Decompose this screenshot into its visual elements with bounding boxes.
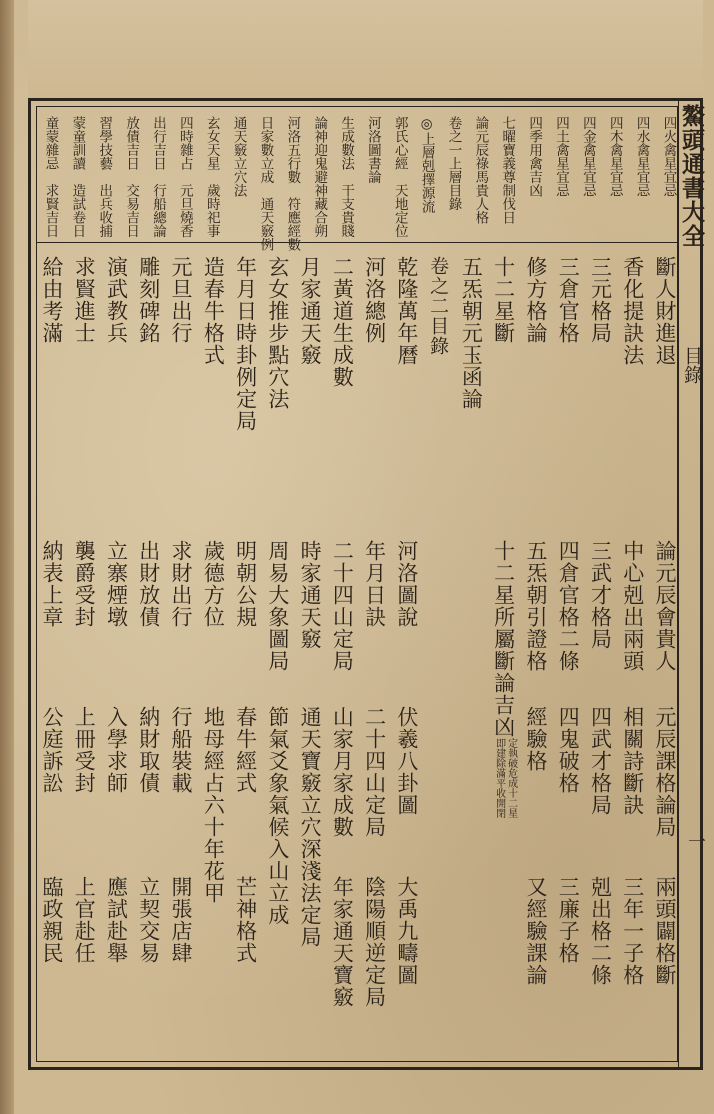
lower-entry: 三武才格局 — [588, 540, 613, 650]
register-divider — [36, 242, 678, 243]
lower-entry: 論元辰會貴人 — [653, 540, 677, 672]
lower-entry: 又經驗課論 — [523, 876, 548, 986]
upper-entry: 玄女天星 歲時祀事 — [203, 116, 220, 238]
lower-entry: 年月日訣 — [362, 540, 387, 628]
inner-border — [36, 106, 678, 1062]
lower-entry: 修方格論 — [523, 256, 548, 344]
lower-entry: 乾隆萬年曆 — [394, 256, 419, 366]
lower-entry: 周易大象圖局 — [265, 540, 290, 672]
upper-entry: 蒙童訓讀 造試卷日 — [69, 116, 86, 238]
lower-entry: 公庭訴訟 — [40, 706, 64, 794]
lower-entry: 地母經占六十年花甲 — [201, 706, 226, 904]
lower-entry: 十二星斷 — [491, 256, 516, 344]
lower-entry: 襲爵受封 — [72, 540, 97, 628]
lower-entry: 臨政親民 — [40, 876, 64, 964]
upper-entry: 四金禽星宜忌 — [579, 116, 596, 197]
lower-entry: 春牛經式 — [233, 706, 258, 794]
lower-entry: 山家月家成數 — [330, 706, 355, 838]
lower-entry: 求財出行 — [169, 540, 194, 628]
upper-entry: 日家數立成 通天竅例 — [257, 116, 274, 251]
lower-entry: 十二星所屬斷論吉凶 — [491, 540, 516, 738]
upper-entry: 四時雜占 元旦燒香 — [176, 116, 193, 238]
upper-entry: 四水禽星宜忌 — [633, 116, 650, 197]
lower-entry: 三年一子格 — [620, 876, 645, 986]
lower-entry: 造春牛格式 — [201, 256, 226, 366]
lower-entry: 年家通天寶竅 — [330, 876, 355, 1008]
annotation-note: 定執破危成十二星 — [505, 738, 517, 818]
upper-entry: 論元辰祿馬貴人格 — [472, 116, 489, 224]
lower-entry: 歲德方位 — [201, 540, 226, 628]
lower-entry: 玄女推步點穴法 — [265, 256, 290, 410]
upper-entry: 河洛圖書論 — [364, 116, 381, 184]
lower-entry: 入學求師 — [104, 706, 129, 794]
lower-entry: 納表上章 — [40, 540, 64, 628]
upper-entry: 四火禽星宜忌 — [660, 116, 677, 197]
upper-entry: 出行吉日 行船總論 — [149, 116, 166, 238]
lower-entry: 河洛圖說 — [394, 540, 419, 628]
lower-entry: 上冊受封 — [72, 706, 97, 794]
lower-entry: 經驗格 — [523, 706, 548, 772]
annotation-note: 即建除滿平收開閉 — [493, 738, 505, 818]
lower-entry: 剋出格二條 — [588, 876, 613, 986]
lower-entry: 元旦出行 — [169, 256, 194, 344]
upper-entry: 七曜寶義尊制伐日 — [499, 116, 516, 224]
lower-entry: 中心剋出兩頭 — [620, 540, 645, 672]
upper-entry: 河洛五行數 符應經數 — [284, 116, 301, 251]
lower-entry: 斷人財進退 — [653, 256, 677, 366]
lower-entry: 年月日時卦例定局 — [233, 256, 258, 432]
upper-entry: 習學技藝 出兵收捕 — [96, 116, 113, 238]
upper-entry: 放債吉日 交易吉日 — [123, 116, 140, 238]
top-margin — [28, 0, 703, 98]
lower-entry: 立寨煙墩 — [104, 540, 129, 628]
lower-entry: 明朝公規 — [233, 540, 258, 628]
upper-entry: ◎上層剋擇源流 — [418, 116, 435, 213]
lower-entry: 大禹九疇圖 — [394, 876, 419, 986]
lower-entry: 上官赴任 — [72, 876, 97, 964]
lower-entry: 雕刻碑銘 — [136, 256, 161, 344]
lower-entry: 演武教兵 — [104, 256, 129, 344]
lower-entry: 陰陽順逆定局 — [362, 876, 387, 1008]
lower-entry: 行船裝載 — [169, 706, 194, 794]
lower-entry: 伏羲八卦圖 — [394, 706, 419, 816]
lower-entry: 香化提訣法 — [620, 256, 645, 366]
upper-entry: 四木禽星宜忌 — [606, 116, 623, 197]
lower-entry: 納財取債 — [136, 706, 161, 794]
lower-entry: 四倉官格二條 — [556, 540, 581, 672]
lower-entry: 二十四山定局 — [330, 540, 355, 672]
lower-entry: 開張店肆 — [169, 876, 194, 964]
upper-entry: 論神迎鬼避神藏合朔 — [311, 116, 328, 238]
lower-entry: 五炁朝引證格 — [523, 540, 548, 672]
lower-entry: 二十四山定局 — [362, 706, 387, 838]
lower-entry: 節氣爻象氣候入山立成 — [265, 706, 290, 926]
lower-entry: 五炁朝元玉函論 — [459, 256, 484, 410]
lower-entry: 出財放債 — [136, 540, 161, 628]
lower-entry: 相關詩斷訣 — [620, 706, 645, 816]
upper-entry: 通天竅立穴法 — [230, 116, 247, 197]
lower-entry: 應試赴舉 — [104, 876, 129, 964]
page-number: 一 — [688, 832, 706, 853]
lower-entry: 元辰課格論局 — [653, 706, 677, 838]
lower-entry: 四武才格局 — [588, 706, 613, 816]
lower-entry: 兩頭闢格斷 — [653, 876, 677, 986]
upper-entry: 卷之一上層目錄 — [445, 116, 462, 211]
lower-entry: 給由考滿 — [40, 256, 64, 344]
section-heading: 卷之二目錄 — [427, 256, 450, 356]
upper-entry: 四土禽星宜忌 — [553, 116, 570, 197]
book-spine-edge — [0, 0, 14, 1114]
lower-entry: 二黃道生成數 — [330, 256, 355, 388]
lower-entry: 三元格局 — [588, 256, 613, 344]
lower-entry: 河洛總例 — [362, 256, 387, 344]
lower-entry: 立契交易 — [136, 876, 161, 964]
lower-entry: 三廉子格 — [556, 876, 581, 964]
lower-entry: 通天寶竅立穴深淺法定局 — [298, 706, 323, 948]
lower-entry: 月家通天竅 — [298, 256, 323, 366]
upper-entry: 生成數法 干支貴賤 — [338, 116, 355, 238]
lower-entry: 時家通天竅 — [298, 540, 323, 650]
lower-entry: 四鬼破格 — [556, 706, 581, 794]
lower-entry: 芒神格式 — [233, 876, 258, 964]
section-label: 目錄 — [681, 346, 703, 384]
lower-entry: 求賢進士 — [72, 256, 97, 344]
upper-entry: 四季用禽吉凶 — [526, 116, 543, 197]
lower-entry: 三倉官格 — [556, 256, 581, 344]
upper-entry: 童蒙雜忌 求賢吉日 — [42, 116, 59, 238]
book-title: 鰲頭通書大全 — [678, 104, 705, 248]
upper-entry: 郭氏心經 天地定位 — [391, 116, 408, 238]
